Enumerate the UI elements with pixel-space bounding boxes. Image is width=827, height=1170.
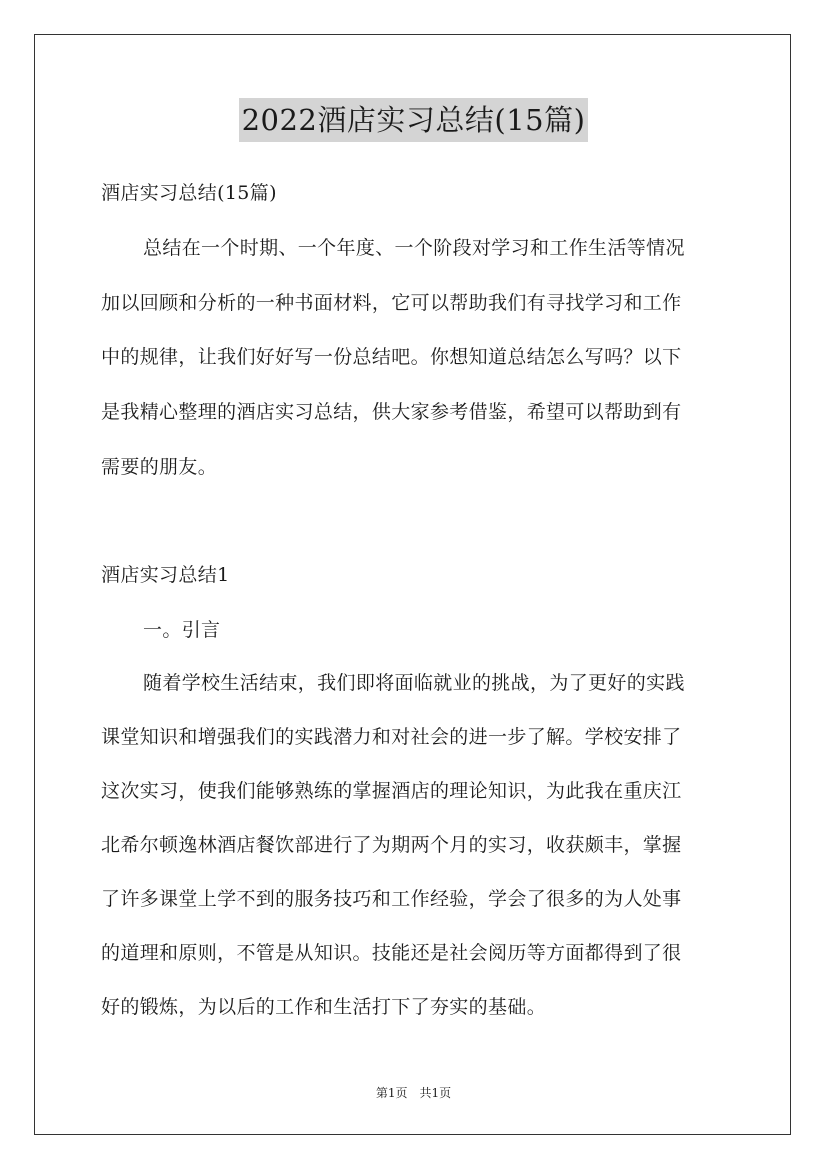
body-line: 了许多课堂上学不到的服务技巧和工作经验，学会了很多的为人处事 [101, 888, 682, 910]
intro-line: 需要的朋友。 [101, 456, 218, 478]
intro-line: 加以回顾和分析的一种书面材料，它可以帮助我们有寻找学习和工作 [101, 292, 682, 314]
page-footer: 第1页 共1页 [375, 1086, 452, 1100]
body-line: 北希尔顿逸林酒店餐饮部进行了为期两个月的实习，收获颇丰，掌握 [101, 834, 682, 856]
body-line: 课堂知识和增强我们的实践潜力和对社会的进一步了解。学校安排了 [101, 726, 682, 748]
document-title: 2022酒店实习总结(15篇) [239, 98, 589, 142]
section-heading: 酒店实习总结1 [101, 564, 230, 586]
body-line: 的道理和原则，不管是从知识。技能还是社会阅历等方面都得到了很 [101, 942, 682, 964]
body-line: 随着学校生活结束，我们即将面临就业的挑战，为了更好的实践 [143, 672, 685, 694]
intro-line: 中的规律，让我们好好写一份总结吧。你想知道总结怎么写吗？以下 [101, 346, 682, 368]
subheading: 一。引言 [143, 619, 221, 641]
body-line: 这次实习，使我们能够熟练的掌握酒店的理论知识，为此我在重庆江 [101, 780, 682, 802]
intro-line: 总结在一个时期、一个年度、一个阶段对学习和工作生活等情况 [143, 237, 685, 259]
document-subtitle: 酒店实习总结(15篇) [101, 182, 277, 204]
title-container [0, 98, 827, 142]
body-line: 好的锻炼，为以后的工作和生活打下了夯实的基础。 [101, 996, 547, 1018]
intro-line: 是我精心整理的酒店实习总结，供大家参考借鉴，希望可以帮助到有 [101, 401, 682, 423]
